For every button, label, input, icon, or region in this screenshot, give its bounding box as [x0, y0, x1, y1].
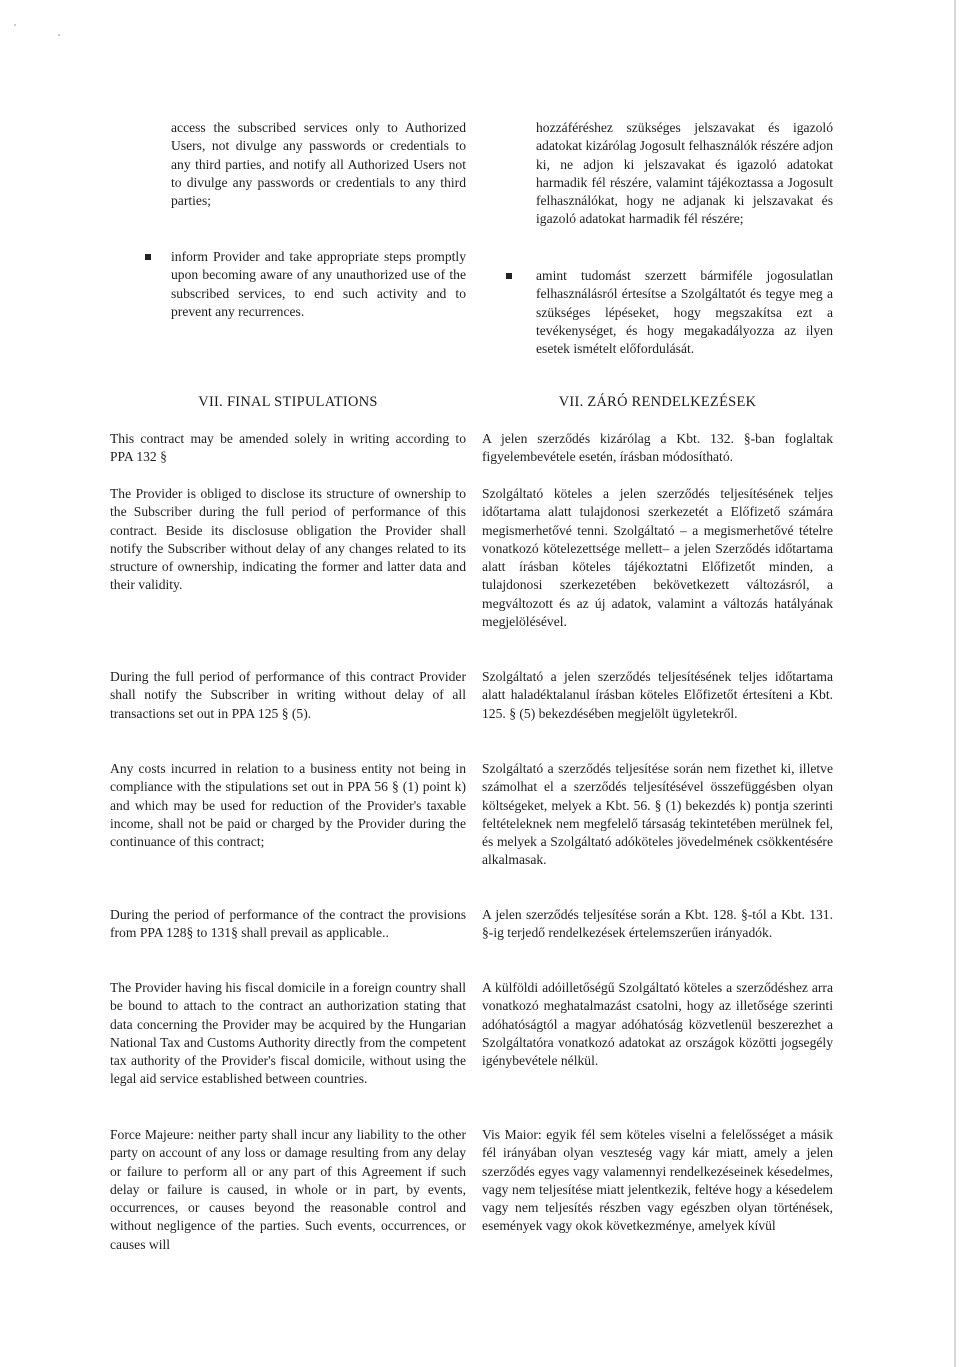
right-paragraph-transactions: Szolgáltató a jelen szerződés teljesítésének teljes időtartama alatt haladéktalanul írásban köteles Előfizetőt értesíteni a Kbt. 125. § (5) bekezdésében megjelölt ügyletekről. — [482, 669, 833, 721]
left-paragraph-provisions: During the period of performance of the contract the provisions from PPA 128§ to 131§ shall prevail as applicable.. — [110, 907, 466, 941]
left-paragraph-fiscal-domicile: The Provider having his fiscal domicile in a foreign country shall be bound to attach to the contract an authorization stating that data concerning the Provider may be acquired by the Hungarian National Tax and Customs Authority directly from the competent tax authority of the Provider's fiscal domicile, without using the legal aid service established between countries. — [110, 980, 466, 1087]
scan-edge — [954, 0, 956, 1367]
scan-speck — [14, 24, 16, 26]
left-paragraph-amendment: This contract may be amended solely in writing according to PPA 132 § — [110, 431, 466, 465]
right-paragraph-vis-maior: Vis Maior: egyik fél sem köteles viselni a felelősséget a másik fél irányában olyan veszteség vagy kár miatt, amely a jelen szerződés egyes vagy valamennyi rendelkezéseinek késedelmes, vagy nem teljesítése miatt jelentkezik, feltéve hogy a késedelem vagy nem teljesítés részben vagy egészben olyan történések, események vagy okok következménye, amelyek kívül — [482, 1127, 833, 1234]
right-paragraph-ownership: Szolgáltató köteles a jelen szerződés teljesítésének teljes időtartama alatt tulajdonosi szerkezetét a Előfizető számára megismerhetővé tenni. Szolgáltató – a megismerhetővé tételre vonatkozó kötelezettsége mellett– a jelen Szerződés időtartama alatt írásban köteles tájékoztatni Előfizetőt minden, a tulajdonosi szerkezetében bekövetkezett változásról, a megváltozott és az új adatok, valamint a változás hatályának megjelölésével. — [482, 486, 833, 630]
left-bullet-marker — [145, 254, 151, 260]
right-paragraph-costs: Szolgáltató a szerződés teljesítése során nem fizethet ki, illetve számolhat el a szerződés teljesítésével összefüggésben olyan költségeket, melyek a Kbt. 56. § (1) bekezdés k) pontja szerinti feltételeknek nem megfelelő társaság tekintetében merülnek fel, és melyek a Szolgáltató adóköteles jövedelmének csökkentésére alkalmasak. — [482, 761, 833, 868]
right-paragraph-amendment: A jelen szerződés kizárólag a Kbt. 132. §-ban foglaltak figyelembevétele esetén, írásban módosítható. — [482, 431, 833, 465]
scan-speck — [58, 34, 60, 36]
left-paragraph-transactions: During the full period of performance of this contract Provider shall notify the Subscriber in writing without delay of all transactions set out in PPA 125 § (5). — [110, 669, 466, 721]
right-continuation: hozzáféréshez szükséges jelszavakat és igazoló adatokat kizárólag Jogosult felhasználók részére adjon ki, ne adjon ki jelszavakat és igazoló adatokat harmadik fél részére, valamint tájékoztassa a Jogosult felhasználókat, hogy ne adjanak ki jelszavakat és igazoló adatokat harmadik fél részére; — [536, 120, 833, 227]
right-paragraph-provisions: A jelen szerződés teljesítése során a Kbt. 128. §-tól a Kbt. 131. §-ig terjedő rendelkezések értelemszerűen irányadók. — [482, 907, 833, 941]
left-paragraph-costs: Any costs incurred in relation to a business entity not being in compliance with the stipulations set out in PPA 56 § (1) point k) and which may be used for reduction of the Provider's taxable income, shall not be paid or charged by the Provider during the continuance of this contract; — [110, 761, 466, 850]
left-paragraph-ownership: The Provider is obliged to disclose its structure of ownership to the Subscriber during the full period of performance of this contract. Beside its disclosuse obligation the Provider shall notify the Subscriber without delay of any changes related to its structure of ownership, indicating the former and latter data and their validity. — [110, 486, 466, 593]
right-section-heading: VII. ZÁRÓ RENDELKEZÉSEK — [558, 394, 757, 410]
left-section-heading: VII. FINAL STIPULATIONS — [198, 394, 378, 410]
left-paragraph-force-majeure: Force Majeure: neither party shall incur any liability to the other party on account of any loss or damage resulting from any delay or failure to perform all or any part of this Agreement if such delay or failure is caused, in whole or in part, by events, occurrences, or causes beyond the reasonable control and without negligence of the parties. Such events, occurrences, or causes will — [110, 1127, 466, 1252]
right-bullet-marker — [506, 273, 512, 279]
left-continuation: access the subscribed services only to Authorized Users, not divulge any passwords or credentials to any third parties, and notify all Authorized Users not to divulge any passwords or credentials to any third parties; — [171, 120, 466, 209]
right-bullet-amint: amint tudomást szerzett bármiféle jogosulatlan felhasználásról értesítse a Szolgáltatót és tegye meg a szükséges lépéseket, hogy megszakítsa ezt a tevékenységet, és hogy megakadályozza az ilyen esetek ismételt előfordulását. — [536, 268, 833, 357]
right-paragraph-fiscal-domicile: A külföldi adóilletőségű Szolgáltató köteles a szerződéshez arra vonatkozó meghatalmazást csatolni, hogy az illetősége szerinti adóhatóságtól a magyar adóhatóság közvetlenül beszerezhet a Szolgáltatóra vonatkozó adatokat az országok közötti jogsegély igénybevétele nélkül. — [482, 980, 833, 1069]
left-bullet-inform: inform Provider and take appropriate steps promptly upon becoming aware of any unauthorized use of the subscribed services, to end such activity and to prevent any recurrences. — [171, 249, 466, 319]
